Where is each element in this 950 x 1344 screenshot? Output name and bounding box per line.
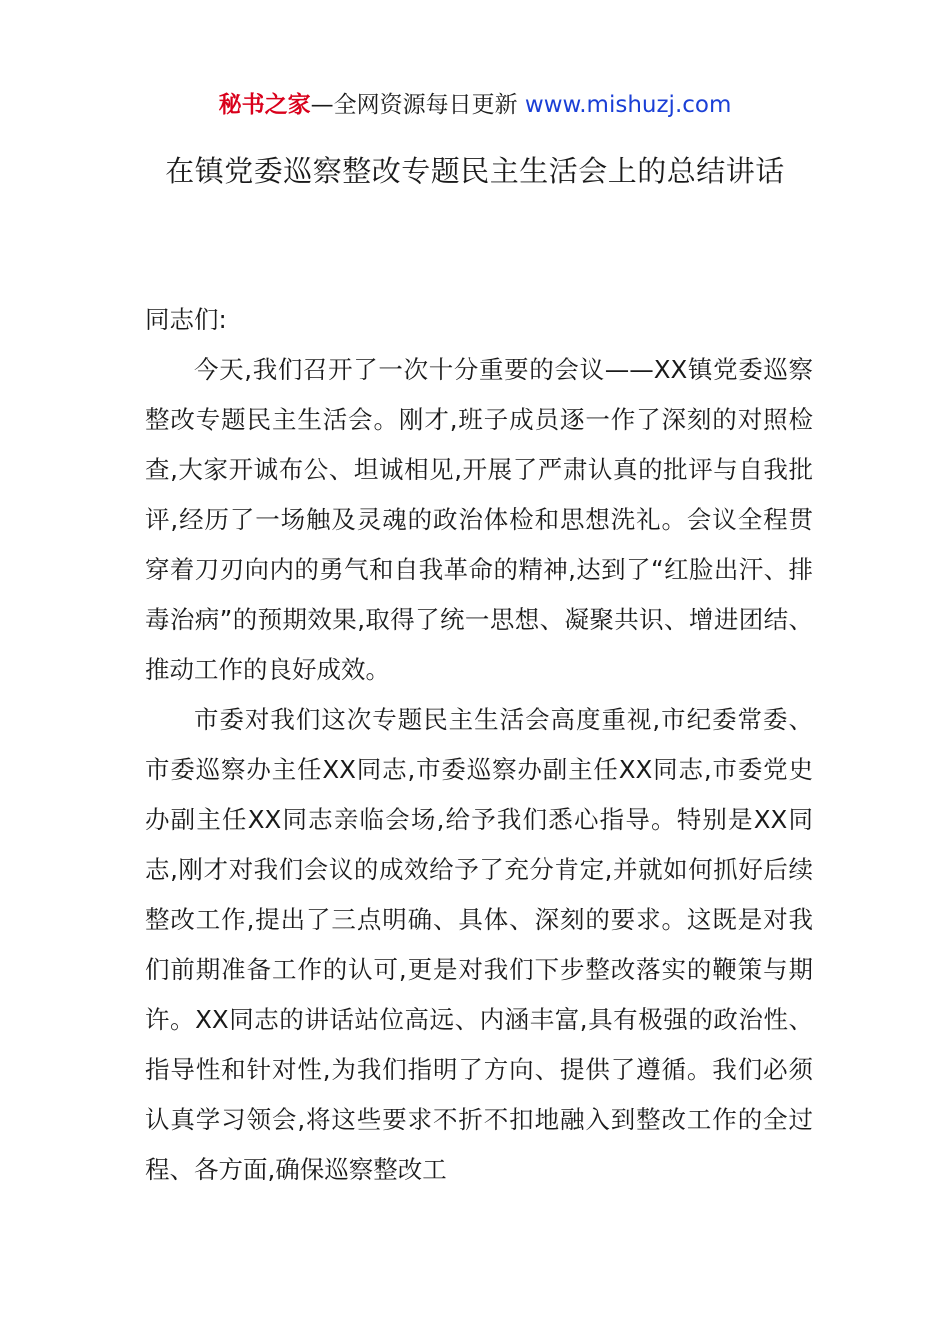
site-url-link[interactable]: www.mishuzj.com [524, 92, 732, 118]
header-tagline: —全网资源每日更新 [310, 92, 525, 118]
site-header [0, 88, 950, 122]
paragraph-2: 市委对我们这次专题民主生活会高度重视,市纪委常委、市委巡察办主任XX同志,市委巡察办副主任XX同志,市委党史办副主任XX同志亲临会场,给予我们悉心指导。特别是XX同志,刚才对我们会议的成效给予了充分肯定,并就如何抓好后续整改工作,提出了三点明确、具体、深刻的要求。这既是对我们前期准备工作的认可,更是对我们下步整改落实的鞭策与期许。XX同志的讲话站位高远、内涵丰富,具有极强的政治性、指导性和针对性,为我们指明了方向、提供了遵循。我们必须认真学习领会,将这些要求不折不扣地融入到整改工作的全过程、各方面,确保巡察整改工 [145, 705, 813, 1184]
brand-name: 秘书之家 [218, 92, 311, 118]
paragraph-1: 今天,我们召开了一次十分重要的会议——XX镇党委巡察整改专题民主生活会。刚才,班子成员逐一作了深刻的对照检查,大家开诚布公、坦诚相见,开展了严肃认真的批评与自我批评,经历了一场触及灵魂的政治体检和思想洗礼。会议全程贯穿着刀刃向内的勇气和自我革命的精神,达到了“红脸出汗、排毒治病”的预期效果,取得了统一思想、凝聚共识、增进团结、推动工作的良好成效。 [145, 355, 813, 684]
document-body [145, 295, 813, 1195]
document-title: 在镇党委巡察整改专题民主生活会上的总结讲话 [165, 154, 785, 188]
salutation: 同志们: [145, 305, 227, 334]
